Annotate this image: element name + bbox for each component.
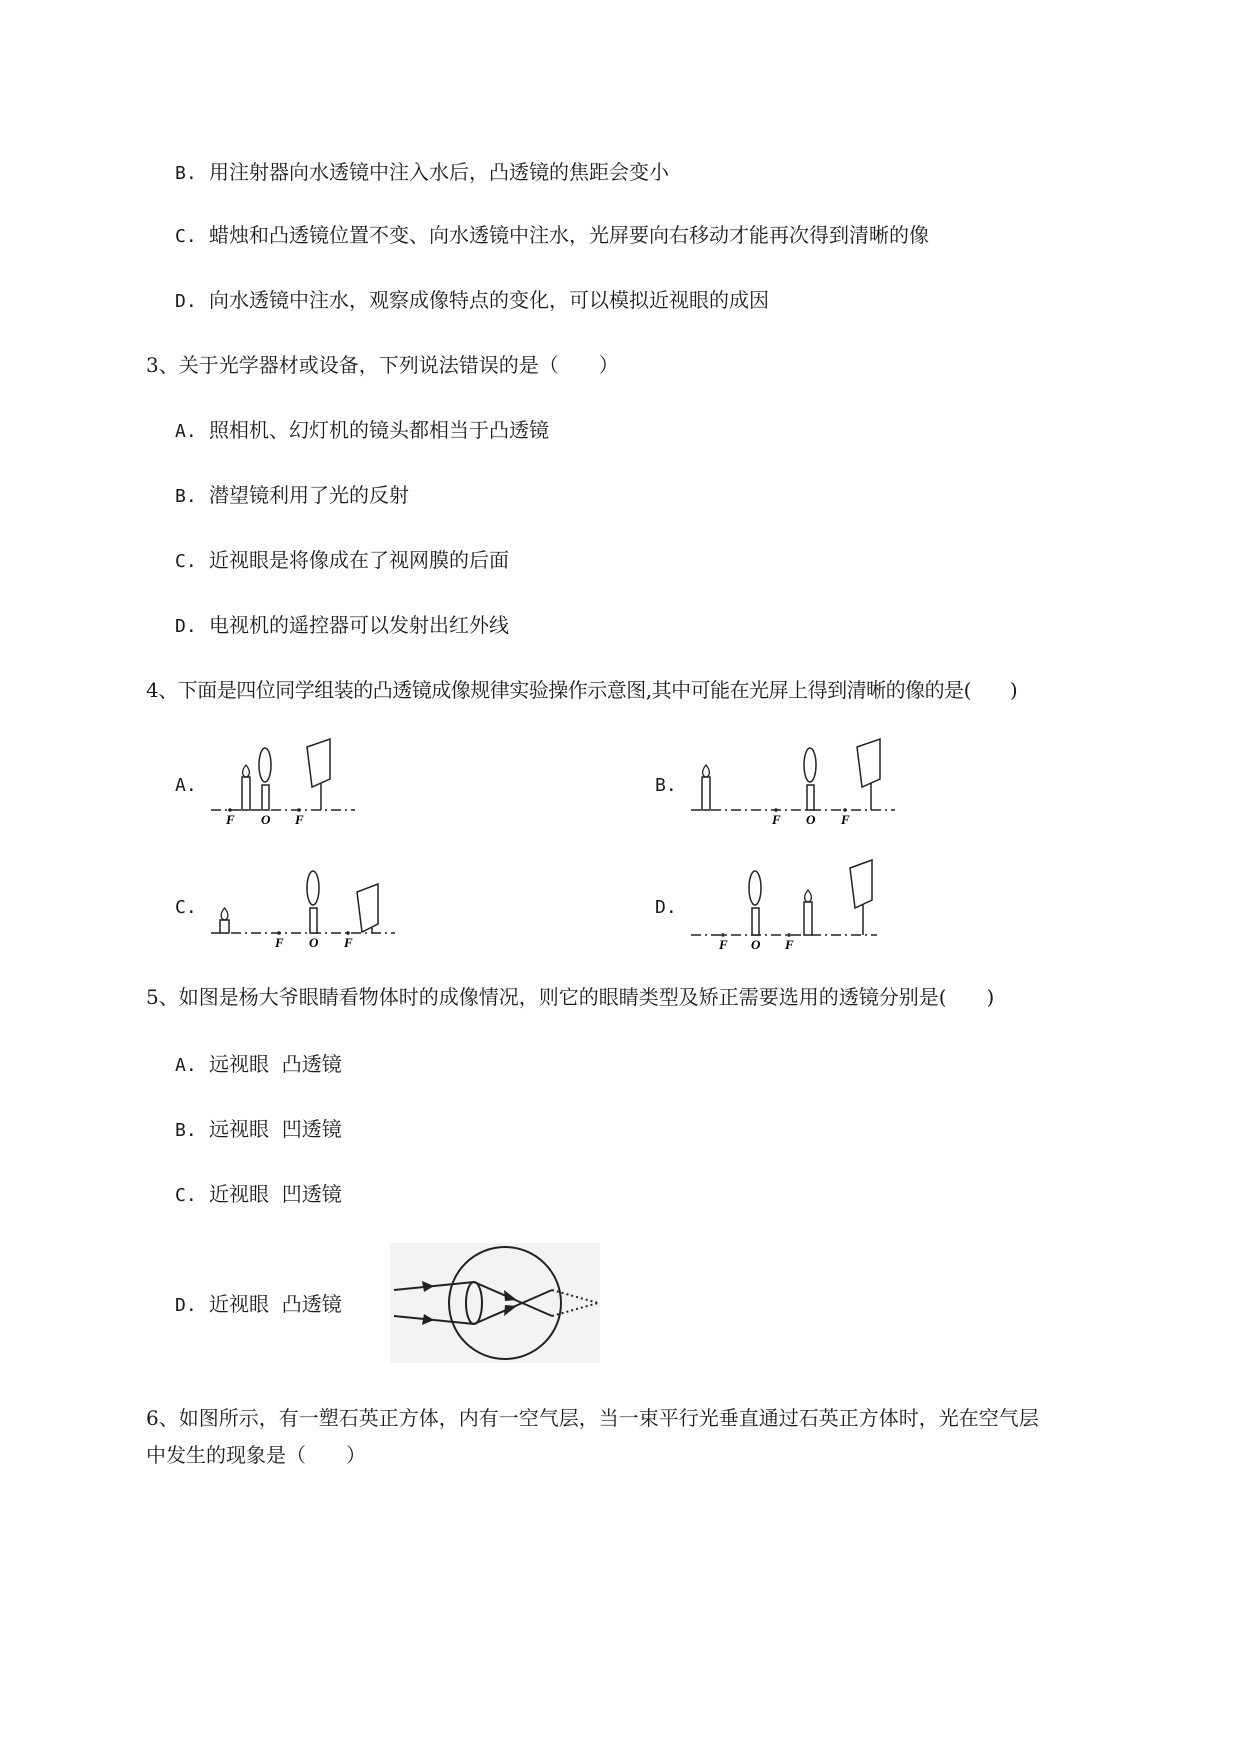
q3-option-b [175, 481, 409, 511]
q4-figure-c [205, 858, 405, 948]
q3-stem: 3、关于光学器材或设备，下列说法错误的是（ ） [146, 353, 619, 377]
light-screen-icon [357, 884, 378, 933]
q3-option-c [175, 546, 509, 576]
q4-option-c-letter: C. [175, 897, 197, 918]
q4-figure-b [685, 735, 905, 825]
convex-lens-icon [804, 748, 816, 810]
convex-lens-icon [307, 871, 319, 933]
convex-lens-icon [749, 871, 761, 935]
optical-center-label: O [309, 935, 319, 948]
option-text: 潜望镜利用了光的反射 [209, 483, 410, 507]
option-letter: A. [175, 1055, 197, 1076]
light-screen-icon [307, 739, 330, 810]
option-letter: B. [175, 486, 197, 507]
q6-stem-line1: 6、如图所示，有一塑石英正方体，内有一空气层，当一束平行光垂直通过石英正方体时，光在空气层 [146, 1406, 1039, 1430]
focus-label: F [841, 812, 850, 825]
focus-label: F [719, 937, 728, 950]
candle-icon [242, 765, 250, 810]
option-letter: C. [175, 226, 197, 247]
q4-figure-d [685, 858, 885, 950]
convex-lens-icon [259, 748, 271, 810]
arrow-icon [422, 1314, 434, 1325]
q6-stem-line2: 中发生的现象是（ ） [146, 1443, 366, 1467]
arrow-icon [422, 1281, 434, 1292]
option-letter: D. [175, 1295, 197, 1316]
q4-option-a-letter: A. [175, 775, 197, 796]
option-letter: C. [175, 1185, 197, 1206]
option-text: 近视眼 凹透镜 [209, 1182, 342, 1206]
option-text: 近视眼 凸透镜 [209, 1292, 342, 1316]
q2-option-c [175, 221, 929, 251]
q5-option-a [175, 1050, 342, 1080]
option-text: 向水透镜中注水，观察成像特点的变化，可以模拟近视眼的成因 [209, 288, 770, 312]
candle-icon [220, 908, 229, 933]
option-text: 近视眼是将像成在了视网膜的后面 [209, 548, 510, 572]
option-text: 电视机的遥控器可以发射出红外线 [209, 613, 510, 637]
option-text: 远视眼 凸透镜 [209, 1052, 342, 1076]
option-letter: C. [175, 551, 197, 572]
q5-option-d [175, 1290, 342, 1320]
focus-label: F [772, 812, 781, 825]
q4-stem: 4、下面是四位同学组装的凸透镜成像规律实验操作示意图,其中可能在光屏上得到清晰的像的是( ) [146, 678, 1018, 702]
focus-label: F [275, 935, 284, 948]
arrow-icon [504, 1305, 517, 1316]
arrow-icon [504, 1290, 517, 1301]
eye-lens-icon [466, 1282, 482, 1324]
candle-icon [804, 890, 812, 935]
option-letter: D. [175, 616, 197, 637]
option-letter: B. [175, 163, 197, 184]
optical-center-label: O [751, 937, 761, 950]
focus-label: F [785, 937, 794, 950]
focus-label: F [344, 935, 353, 948]
focus-label: F [226, 812, 235, 825]
light-screen-icon [857, 739, 880, 810]
focus-label: F [295, 812, 304, 825]
candle-icon [702, 765, 710, 810]
q5-option-c [175, 1180, 342, 1210]
optical-center-label: O [261, 812, 271, 825]
option-text: 远视眼 凹透镜 [209, 1117, 342, 1141]
q4-option-d-letter: D. [655, 897, 677, 918]
q2-option-b [175, 158, 669, 188]
q5-eye-figure [390, 1243, 600, 1363]
q4-figure-a [205, 735, 365, 825]
q3-option-d [175, 611, 509, 641]
q3-option-a [175, 416, 549, 446]
q5-option-b [175, 1115, 342, 1145]
q2-option-d [175, 286, 769, 316]
option-letter: A. [175, 421, 197, 442]
option-letter: B. [175, 1120, 197, 1141]
option-text: 照相机、幻灯机的镜头都相当于凸透镜 [209, 418, 550, 442]
q5-stem: 5、如图是杨大爷眼睛看物体时的成像情况，则它的眼睛类型及矫正需要选用的透镜分别是( ) [146, 985, 995, 1009]
option-text: 用注射器向水透镜中注入水后，凸透镜的焦距会变小 [209, 160, 670, 184]
light-screen-icon [850, 860, 872, 935]
optical-center-label: O [806, 812, 816, 825]
q4-option-b-letter: B. [655, 775, 677, 796]
option-text: 蜡烛和凸透镜位置不变、向水透镜中注水，光屏要向右移动才能再次得到清晰的像 [209, 223, 930, 247]
option-letter: D. [175, 291, 197, 312]
